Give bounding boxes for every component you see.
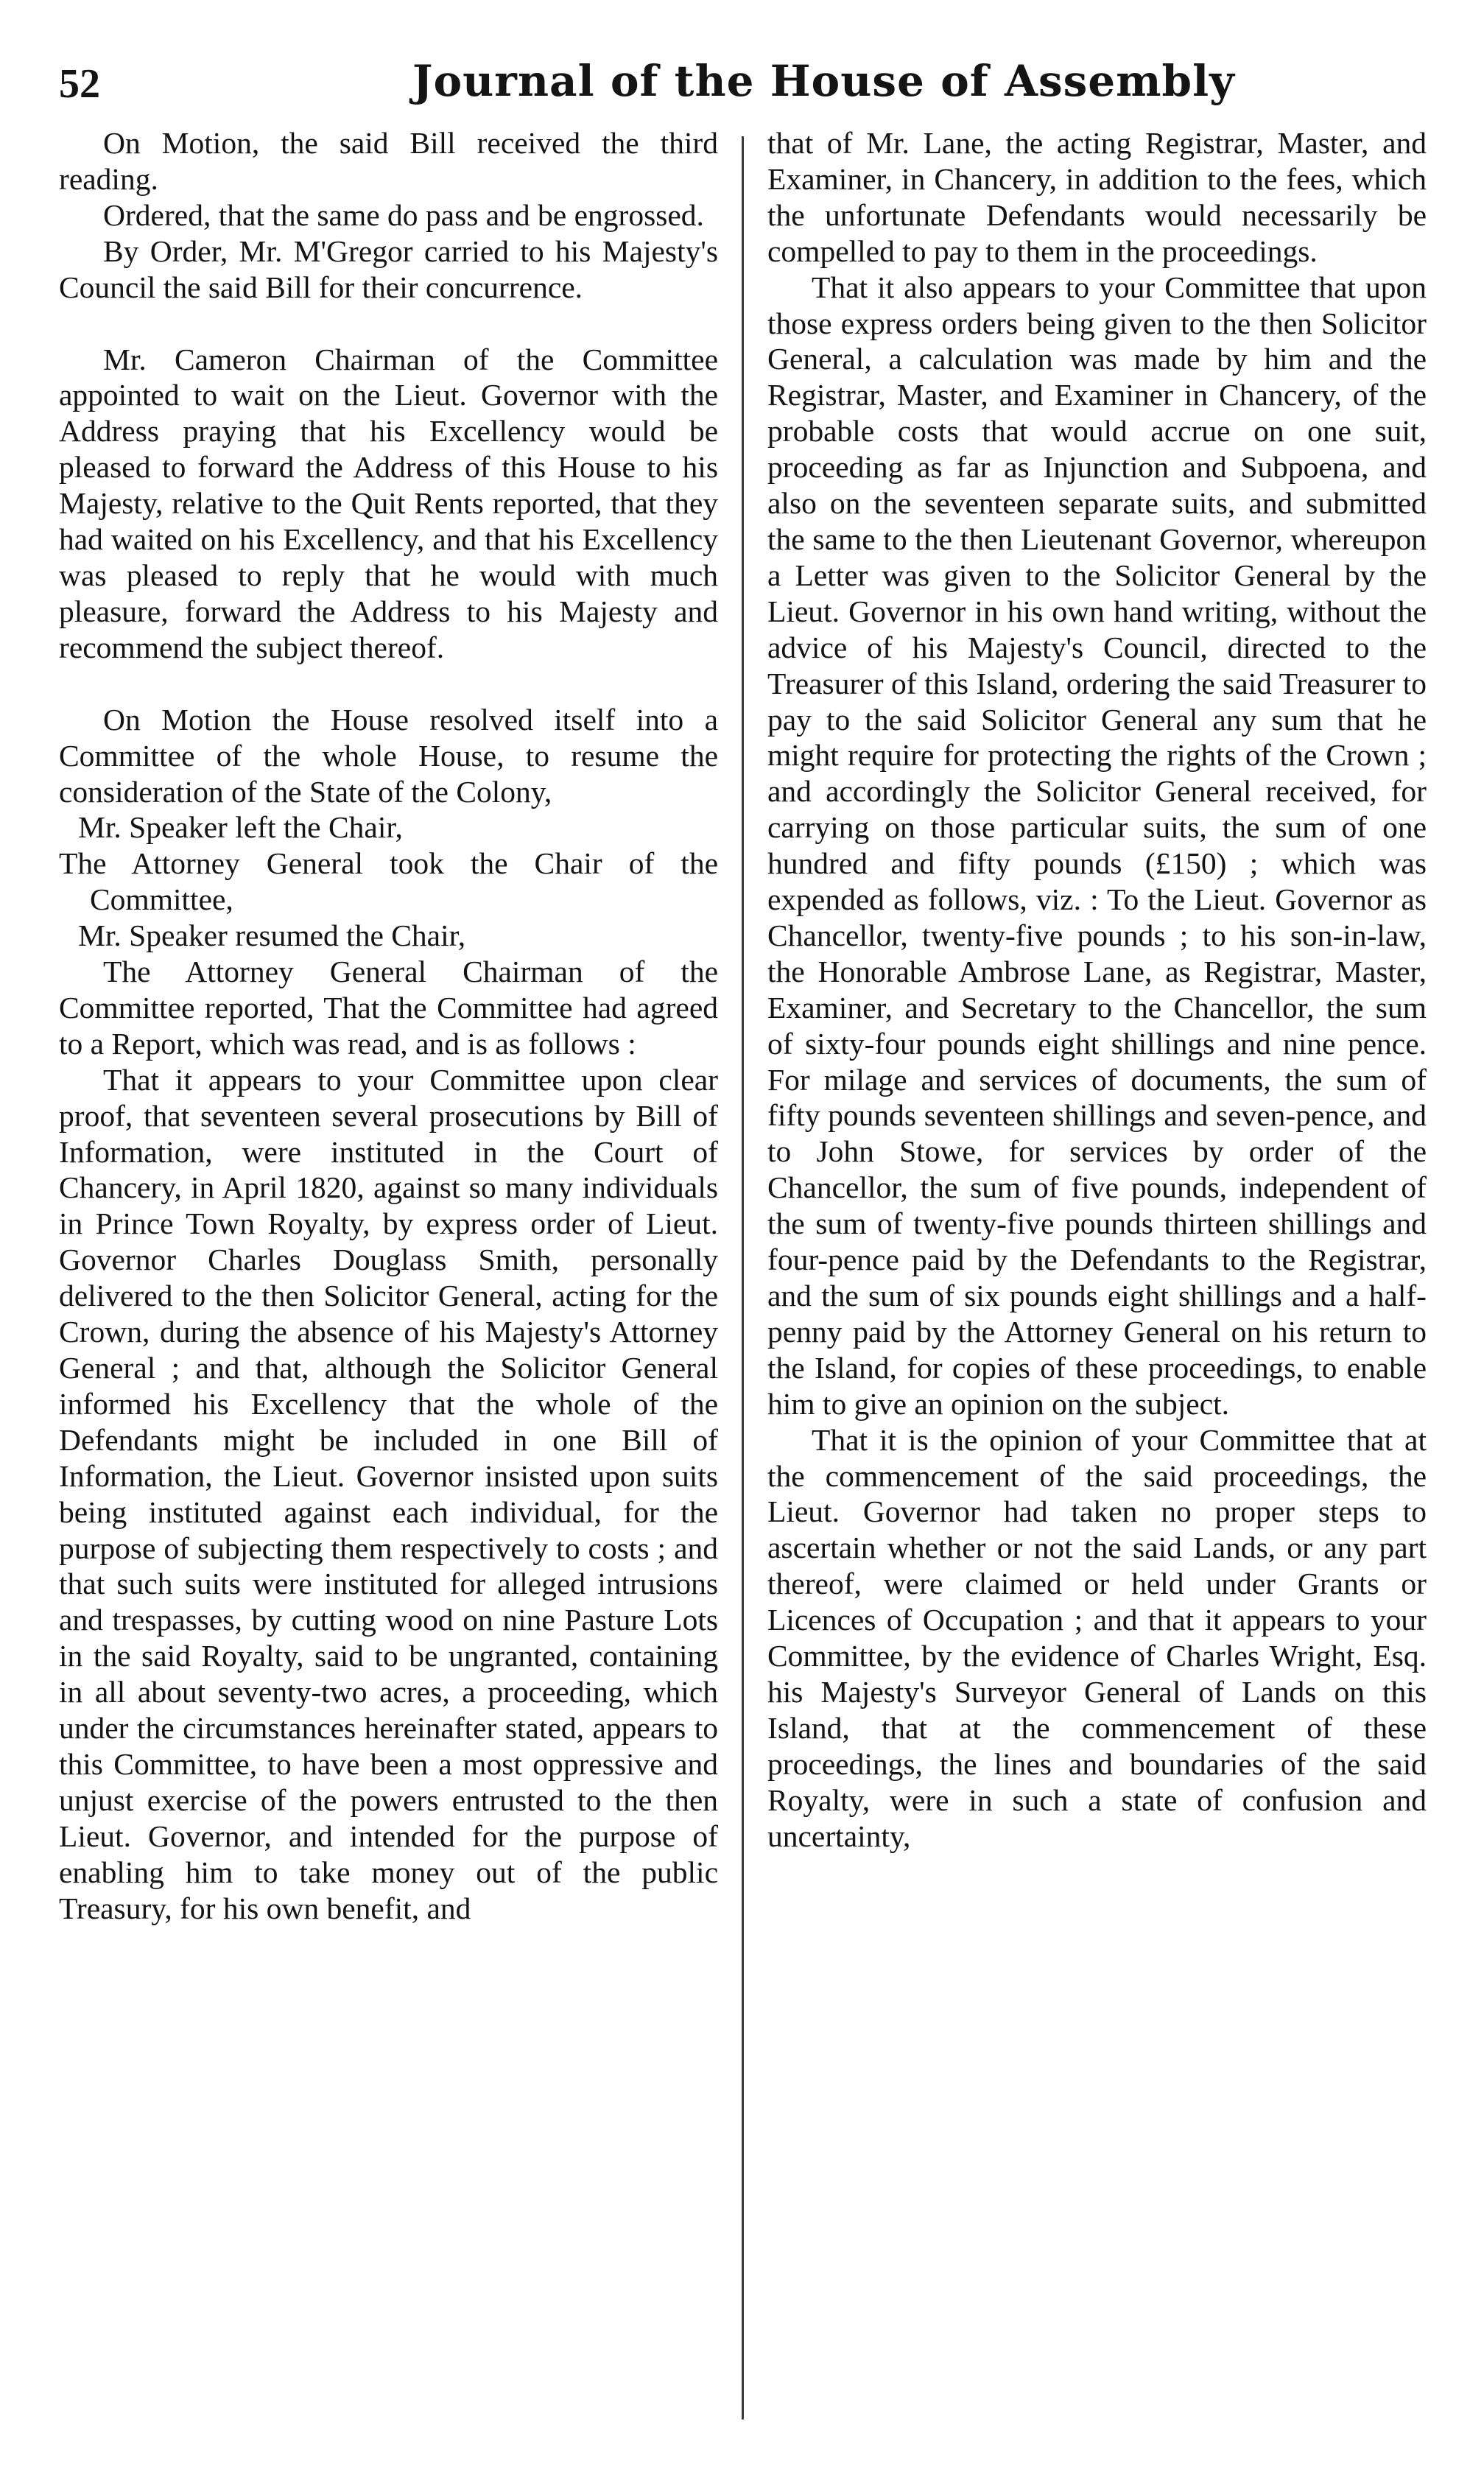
right-column <box>767 125 1427 1855</box>
paragraph-continuation: that of Mr. Lane, the acting Registrar, Master, and Examiner, in Chancery, in addition to the fees, which the unfortunate Defendants would necessarily be compelled to pay to them in the proceedings. <box>767 126 1427 268</box>
paragraph-committee-motion: On Motion the House resolved itself into a Committee of the whole House, to resume the consideration of the State of the Colony, <box>59 702 718 809</box>
paragraph-report-body: That it appears to your Committee upon clear proof, that seventeen several prosecutions by Bill of Information, were instituted in the Court of Chancery, in April 1820, against so many individuals in Prince Town Royalty, by express order of Lieut. Governor Charles Douglass Smith, personally delivered to the then Solicitor General, acting for the Crown, during the absence of his Majesty's Attorney General ; and that, although the Solicitor General informed his Excellency that the whole of the Defendants might be included in one Bill of Information, the Lieut. Governor insisted upon suits being instituted against each individual, for the purpose of subjecting them respectively to costs ; and that such suits were instituted for alleged intrusions and trespasses, by cutting wood on nine Pasture Lots in the said Royalty, said to be ungranted, containing in all about seventy-two acres, a proceeding, which under the circumstances hereinafter stated, appears to this Committee, to have been a most oppressive and unjust exercise of the powers entrusted to the then Lieut. Governor, and intended for the purpose of enabling him to take money out of the public Treasury, for his own benefit, and <box>59 1062 718 1925</box>
page-header <box>59 53 1235 119</box>
paragraph-order-mgregor: By Order, Mr. M'Gregor carried to his Majesty's Council the said Bill for their concurrence. <box>59 233 718 304</box>
paragraph-third-reading: On Motion, the said Bill received the third reading. <box>59 126 718 196</box>
paragraph-committee-reported: The Attorney General Chairman of the Committee reported, That the Committee had agreed to a Report, which was read, and is as follows : <box>59 955 718 1061</box>
paragraph-ordered-pass: Ordered, that the same do pass and be engrossed. <box>103 197 704 232</box>
left-column <box>59 125 718 1927</box>
column-divider <box>742 136 744 2419</box>
paragraph-costs-calculation: That it also appears to your Committee that upon those express orders being given to the then Solicitor General, a calculation was made by him and the Registrar, Master, and Examiner in Chancery, of the probable costs that would accrue on one suit, proceeding as far as Injunction and Subpoena, and also on the seventeen separate suits, and submitted the same to the then Lieutenant Governor, whereupon a Letter was given to the Solicitor General by the Lieut. Governor in his own hand writing, without the advice of his Majesty's Council, directed to the Treasurer of this Island, ordering the said Treasurer to pay to the said Solicitor General any sum that he might require for protecting the rights of the Crown ; and accordingly the Solicitor General received, for carrying on those particular suits, the sum of one hundred and fifty pounds (£150) ; which was expended as follows, viz. : To the Lieut. Governor as Chancellor, twenty-five pounds ; to his son-in-law, the Honorable Ambrose Lane, as Registrar, Master, Examiner, and Secretary to the Chancellor, the sum of sixty-four pounds eight shillings and nine pence. For milage and services of documents, the sum of fifty pounds seventeen shillings and seven-pence, and to John Stowe, for services by order of the Chancellor, the sum of five pounds, independent of the sum of twenty-five pounds thirteen shillings and four-pence paid by the Defendants to the Registrar, and the sum of six pounds eight shillings and a half-penny paid by the Attorney General on his return to the Island, for copies of these proceedings, to enable him to give an opinion on the subject. <box>767 270 1427 1421</box>
paragraph-speaker-resumed: Mr. Speaker resumed the Chair, <box>78 918 466 953</box>
paragraph-committee-opinion: That it is the opinion of your Committee that at the commencement of the said proceedings, the Lieut. Governor had taken no proper steps to ascertain whether or not the said Lands, or any part thereof, were claimed or held under Grants or Licences of Occupation ; and that it appears to your Committee, by the evidence of Charles Wright, Esq. his Majesty's Surveyor General of Lands on this Island, that at the commencement of these proceedings, the lines and boundaries of the said Royalty, were in such a state of confusion and uncertainty, <box>767 1422 1427 1853</box>
paragraph-cameron-report: Mr. Cameron Chairman of the Committee appointed to wait on the Lieut. Governor with the Address praying that his Excellency would be pleased to forward the Address of this House to his Majesty, relative to the Quit Rents reported, that they had waited on his Excellency, and that his Excellency was pleased to reply that he would with much pleasure, forward the Address to his Majesty and recommend the subject thereof. <box>59 342 718 664</box>
running-head: Journal of the House of Assembly <box>412 56 1235 106</box>
paragraph-attorney-chair: The Attorney General took the Chair of the Committee, <box>59 846 718 917</box>
paragraph-speaker-left: Mr. Speaker left the Chair, <box>78 810 403 845</box>
page-number: 52 <box>59 61 100 107</box>
